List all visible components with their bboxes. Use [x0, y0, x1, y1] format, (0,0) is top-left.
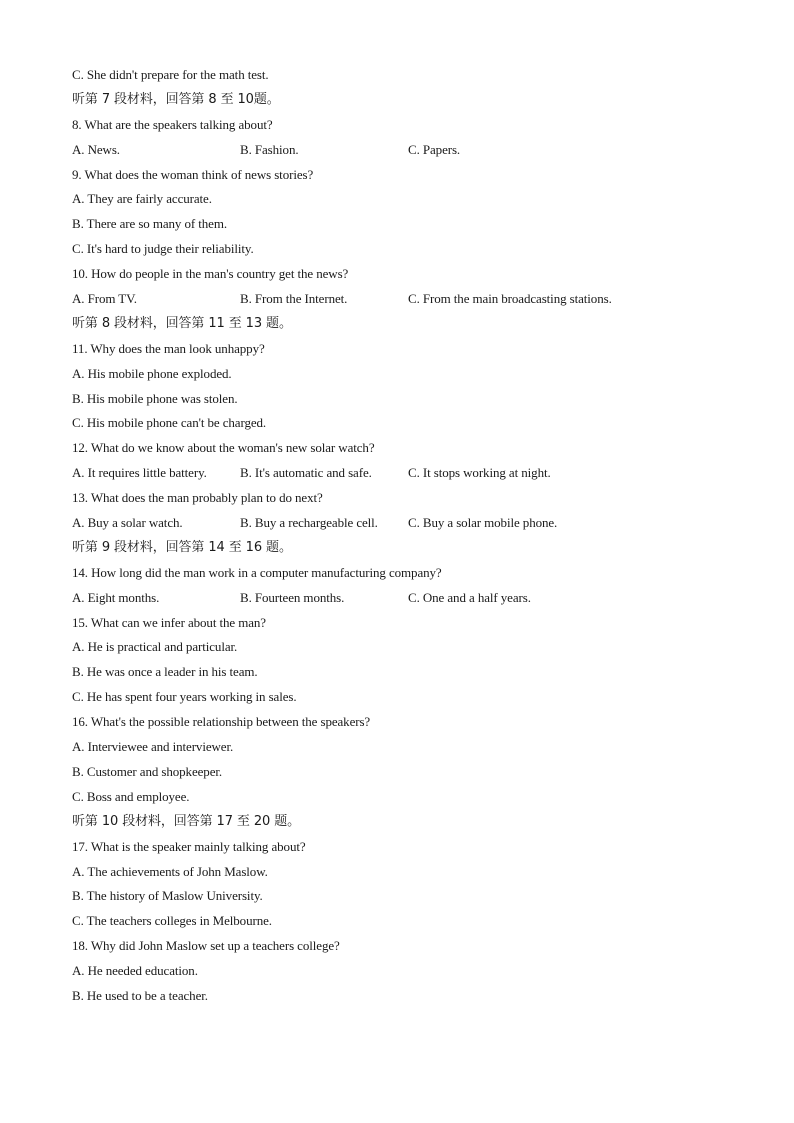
document-content	[72, 63, 732, 1009]
answer-option: C. It stops working at night.	[408, 465, 551, 481]
answer-option: B. From the Internet.	[240, 291, 348, 307]
answer-options-row	[72, 287, 732, 312]
answer-option: B. Customer and shopkeeper.	[72, 763, 223, 779]
answer-option: B. Fashion.	[240, 141, 299, 157]
answer-option: B. His mobile phone was stolen.	[72, 390, 238, 406]
answer-options-row	[72, 586, 732, 611]
answer-option: A. The achievements of John Maslow.	[72, 863, 268, 879]
section-heading: 听第 8 段材料，回答第 11 至 13 题。	[72, 315, 292, 331]
answer-option: B. He used to be a teacher.	[72, 987, 208, 1003]
question-text: 13. What does the man probably plan to do next?	[72, 490, 323, 506]
answer-option: A. News.	[72, 141, 120, 157]
question-text: 11. Why does the man look unhappy?	[72, 340, 265, 356]
answer-option: C. Papers.	[408, 141, 461, 157]
question-text: 12. What do we know about the woman's new solar watch?	[72, 440, 375, 456]
question-text: 9. What does the woman think of news stories?	[72, 166, 314, 182]
answer-option: A. They are fairly accurate.	[72, 191, 212, 207]
answer-option: A. Buy a solar watch.	[72, 515, 183, 531]
question-text: 15. What can we infer about the man?	[72, 614, 266, 630]
answer-option: C. He has spent four years working in sales.	[72, 689, 297, 705]
question-text: 16. What's the possible relationship between the speakers?	[72, 714, 371, 730]
answer-option: A. Interviewee and interviewer.	[72, 739, 234, 755]
question-text: 14. How long did the man work in a computer manufacturing company?	[72, 564, 442, 580]
answer-option: A. He needed education.	[72, 963, 198, 979]
question-text: 8. What are the speakers talking about?	[72, 116, 273, 132]
answer-option: C. Boss and employee.	[72, 788, 190, 804]
answer-option: A. Eight months.	[72, 589, 160, 605]
answer-option: C. The teachers colleges in Melbourne.	[72, 913, 272, 929]
answer-option: C. One and a half years.	[408, 589, 531, 605]
answer-options-row	[72, 461, 732, 486]
answer-option: B. He was once a leader in his team.	[72, 664, 258, 680]
question-text: 18. Why did John Maslow set up a teachers college?	[72, 938, 340, 954]
answer-option: B. Buy a rechargeable cell.	[240, 515, 378, 531]
answer-option: B. Fourteen months.	[240, 589, 345, 605]
answer-option: B. It's automatic and safe.	[240, 465, 372, 481]
answer-options-row	[72, 511, 732, 536]
answer-option: A. It requires little battery.	[72, 465, 207, 481]
answer-option: C. From the main broadcasting stations.	[408, 291, 612, 307]
answer-option: C. Buy a solar mobile phone.	[408, 515, 558, 531]
answer-option: A. His mobile phone exploded.	[72, 365, 232, 381]
section-heading: 听第 7 段材料，回答第 8 至 10题。	[72, 91, 280, 107]
section-heading: 听第 9 段材料，回答第 14 至 16 题。	[72, 539, 292, 555]
answer-option: B. The history of Maslow University.	[72, 888, 263, 904]
answer-option: C. It's hard to judge their reliability.	[72, 241, 254, 257]
answer-option: A. He is practical and particular.	[72, 639, 238, 655]
answer-options-row	[72, 138, 732, 163]
answer-option: C. She didn't prepare for the math test.	[72, 67, 269, 82]
answer-option: B. There are so many of them.	[72, 216, 227, 232]
question-text: 17. What is the speaker mainly talking about?	[72, 838, 306, 854]
answer-option: A. From TV.	[72, 291, 137, 307]
answer-option: C. His mobile phone can't be charged.	[72, 415, 267, 431]
section-heading: 听第 10 段材料，回答第 17 至 20 题。	[72, 813, 301, 829]
question-text: 10. How do people in the man's country get the news?	[72, 266, 349, 282]
